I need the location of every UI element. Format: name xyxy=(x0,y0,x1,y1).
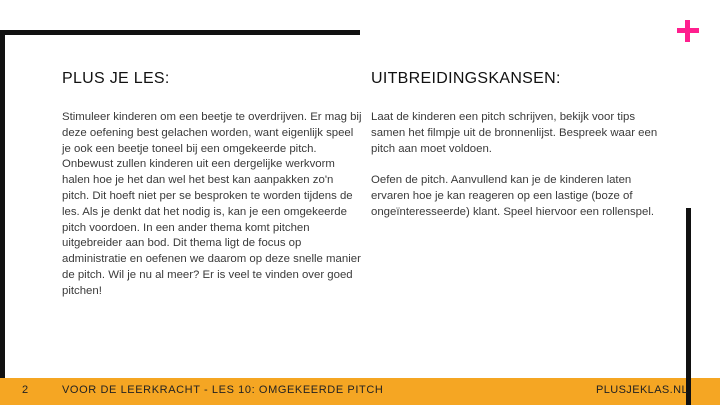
footer-bar xyxy=(0,378,720,405)
top-border-bar xyxy=(0,30,360,35)
plus-icon xyxy=(677,20,699,42)
uitbreidingskansen-heading: UITBREIDINGSKANSEN: xyxy=(371,70,561,87)
right-column xyxy=(371,110,671,236)
left-column xyxy=(62,110,362,315)
plus-je-les-heading: PLUS JE LES: xyxy=(62,70,170,87)
footer-title: VOOR DE LEERKRACHT - LES 10: OMGEKEERDE PITCH xyxy=(62,384,384,396)
page-number: 2 xyxy=(22,384,29,396)
left-paragraph: Stimuleer kinderen om een beetje te overdrijven. Er mag bij deze oefening best gelachen worden, want eigenlijk speel je ook een beetje toneel bij een omgekeerde pitch. Onbewust zullen kinderen uit een dergelijke werkvorm halen hoe je het dan wel het best kan aanpakken zo'n pitch. Dit hoeft niet per se besproken te worden tijdens de les. Als je denkt dat het nodig is, kan je een omgekeerde pitch voordoen. In een ander thema komt pitchen uitgebreider aan bod. Dit thema ligt de focus op administratie en oefenen we daarom op deze snelle manier de pitch. Wil je nu al meer? Er is veel te vinden over goed pitchen! xyxy=(62,111,362,297)
footer-site-link[interactable]: PLUSJEKLAS.NL xyxy=(595,384,688,396)
right-paragraph-1: Laat de kinderen een pitch schrijven, bekijk voor tips samen het filmpje uit de bronnenlijst. Bespreek waar een pitch aan moet voldoen. xyxy=(371,111,658,155)
left-border-bar xyxy=(0,30,5,378)
plus-icon-vertical xyxy=(685,20,690,42)
right-border-bar xyxy=(686,208,691,378)
right-paragraph-2: Oefen de pitch. Aanvullend kan je de kinderen laten ervaren hoe je kan reageren op een lastige (boze of ongeïnteresseerde) klant. Speel hiervoor een rollenspel. xyxy=(371,174,655,218)
